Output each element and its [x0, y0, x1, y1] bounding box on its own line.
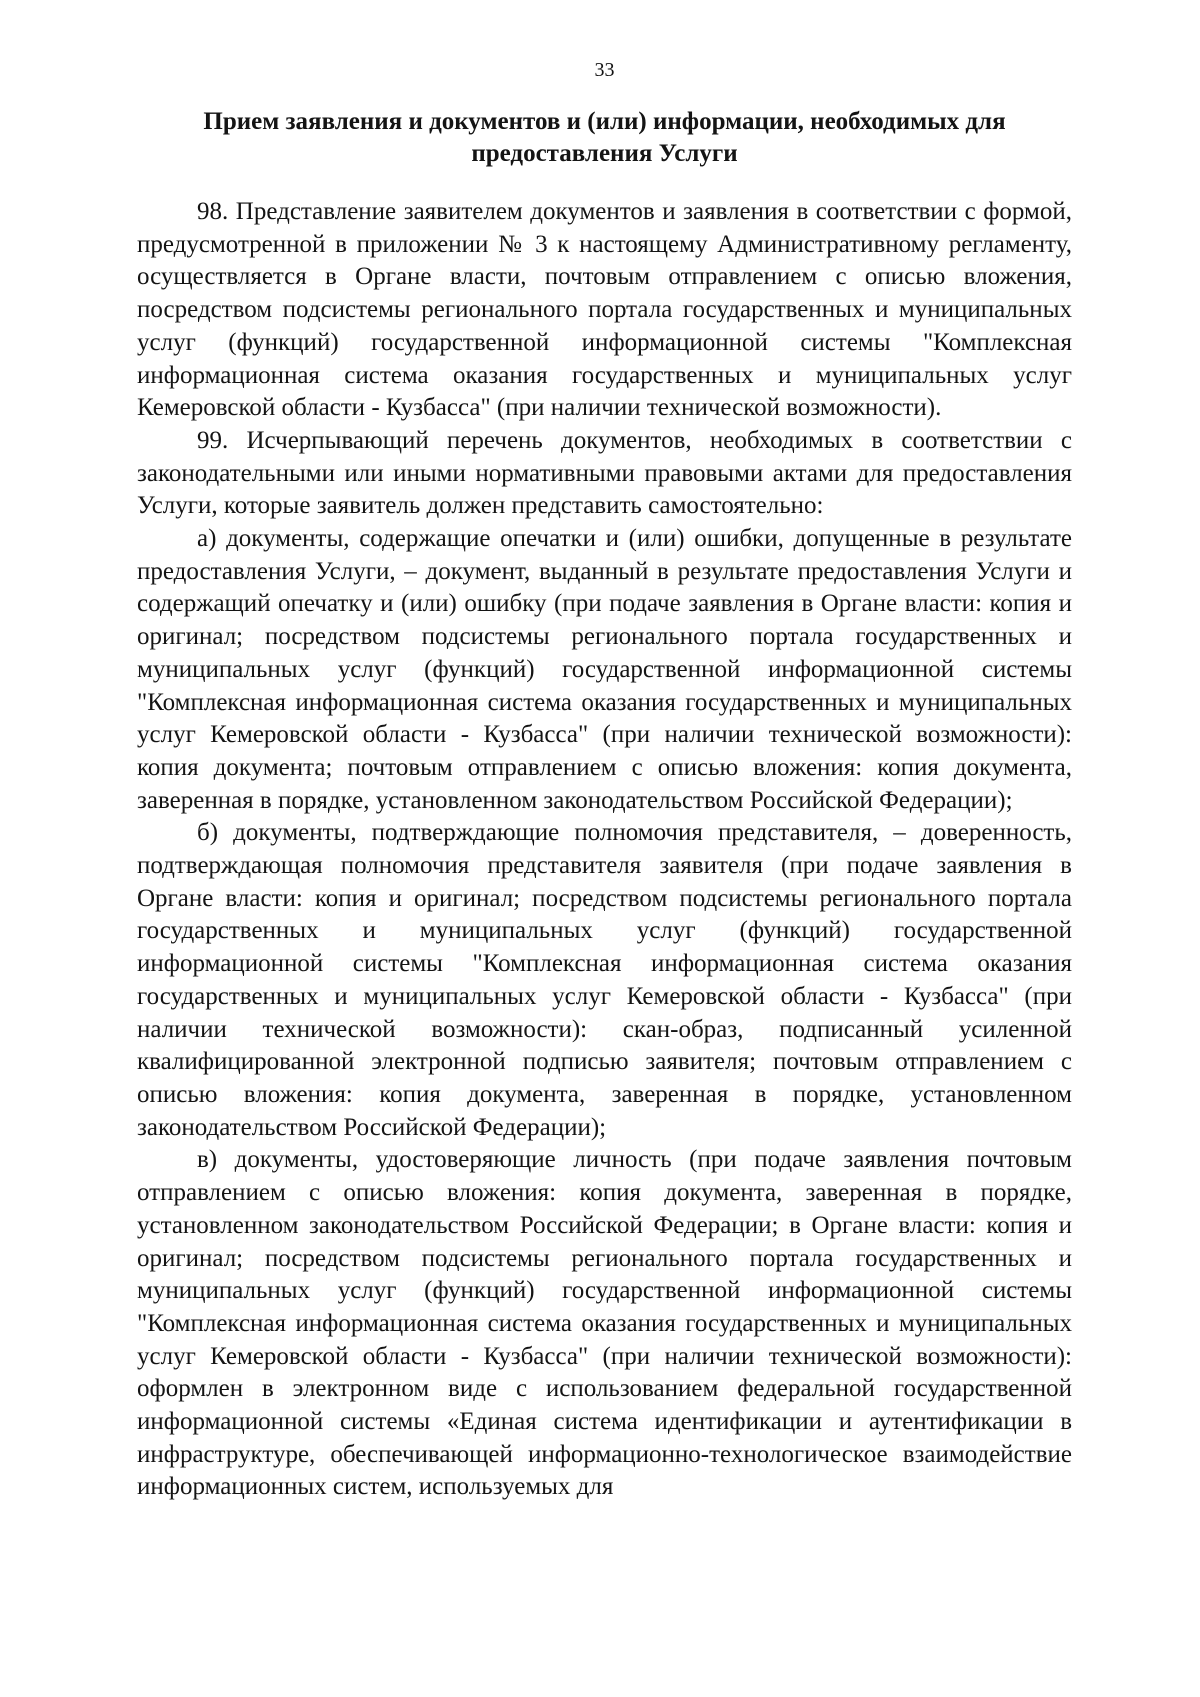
paragraph-98: 98. Представление заявителем документов и заявления в соответствии с формой, предусмотренной в приложении № 3 к настоящему Административному регламенту, осуществляется в Органе власти, почтовым отправлением с описью вложения, посредством подсистемы регионального портала государственных и муниципальных услуг (функций) государственной информационной системы "Комплексная информационная система оказания государственных и муниципальных услуг Кемеровской области - Кузбасса" (при наличии технической возможности). — [137, 198, 1072, 422]
list-item-v: в) документы, удостоверяющие личность (при подаче заявления почтовым отправлением с описью вложения: копия документа, заверенная в порядке, установленном законодательством Российской Федерации; в Органе власти: копия и оригинал; посредством подсистемы регионального портала государственных и муниципальных услуг (функций) государственной информационной системы "Комплексная информационная система оказания государственных и муниципальных услуг Кемеровской области - Кузбасса" (при наличии технической возможности): оформлен в электронном виде с использованием федеральной государственной информационной системы «Единая система идентификации и аутентификации в инфраструктуре, обеспечивающей информационно-технологическое взаимодействие информационных систем, используемых для — [137, 1146, 1072, 1501]
list-item-a: а) документы, содержащие опечатки и (или) ошибки, допущенные в результате предоставления Услуги, – документ, выданный в результате предоставления Услуги и содержащий опечатку и (или) ошибку (при подаче заявления в Органе власти: копия и оригинал; посредством подсистемы регионального портала государственных и муниципальных услуг (функций) государственной информационной системы "Комплексная информационная система оказания государственных и муниципальных услуг Кемеровской области - Кузбасса" (при наличии технической возможности): копия документа; почтовым отправлением с описью вложения: копия документа, заверенная в порядке, установленном законодательством Российской Федерации); — [137, 525, 1072, 814]
page-number: 33 — [594, 59, 615, 81]
section-title-line-2: предоставления Услуги — [471, 140, 738, 167]
section-title-line-1: Прием заявления и документов и (или) информации, необходимых для — [203, 108, 1006, 135]
document-body — [137, 196, 1072, 1504]
list-item-b: б) документы, подтверждающие полномочия представителя, – доверенность, подтверждающая полномочия представителя заявителя (при подаче заявления в Органе власти: копия и оригинал; посредством подсистемы регионального портала государственных и муниципальных услуг (функций) государственной информационной системы "Комплексная информационная система оказания государственных и муниципальных услуг Кемеровской области - Кузбасса" (при наличии технической возможности): скан-образ, подписанный усиленной квалифицированной электронной подписью заявителя; почтовым отправлением с описью вложения: копия документа, заверенная в порядке, установленном законодательством Российской Федерации); — [137, 819, 1072, 1141]
section-title — [137, 106, 1072, 170]
paragraph-99: 99. Исчерпывающий перечень документов, необходимых в соответствии с законодательными или иными нормативными правовыми актами для предоставления Услуги, которые заявитель должен представить самостоятельно: — [137, 426, 1072, 520]
document-page — [137, 58, 1072, 1504]
